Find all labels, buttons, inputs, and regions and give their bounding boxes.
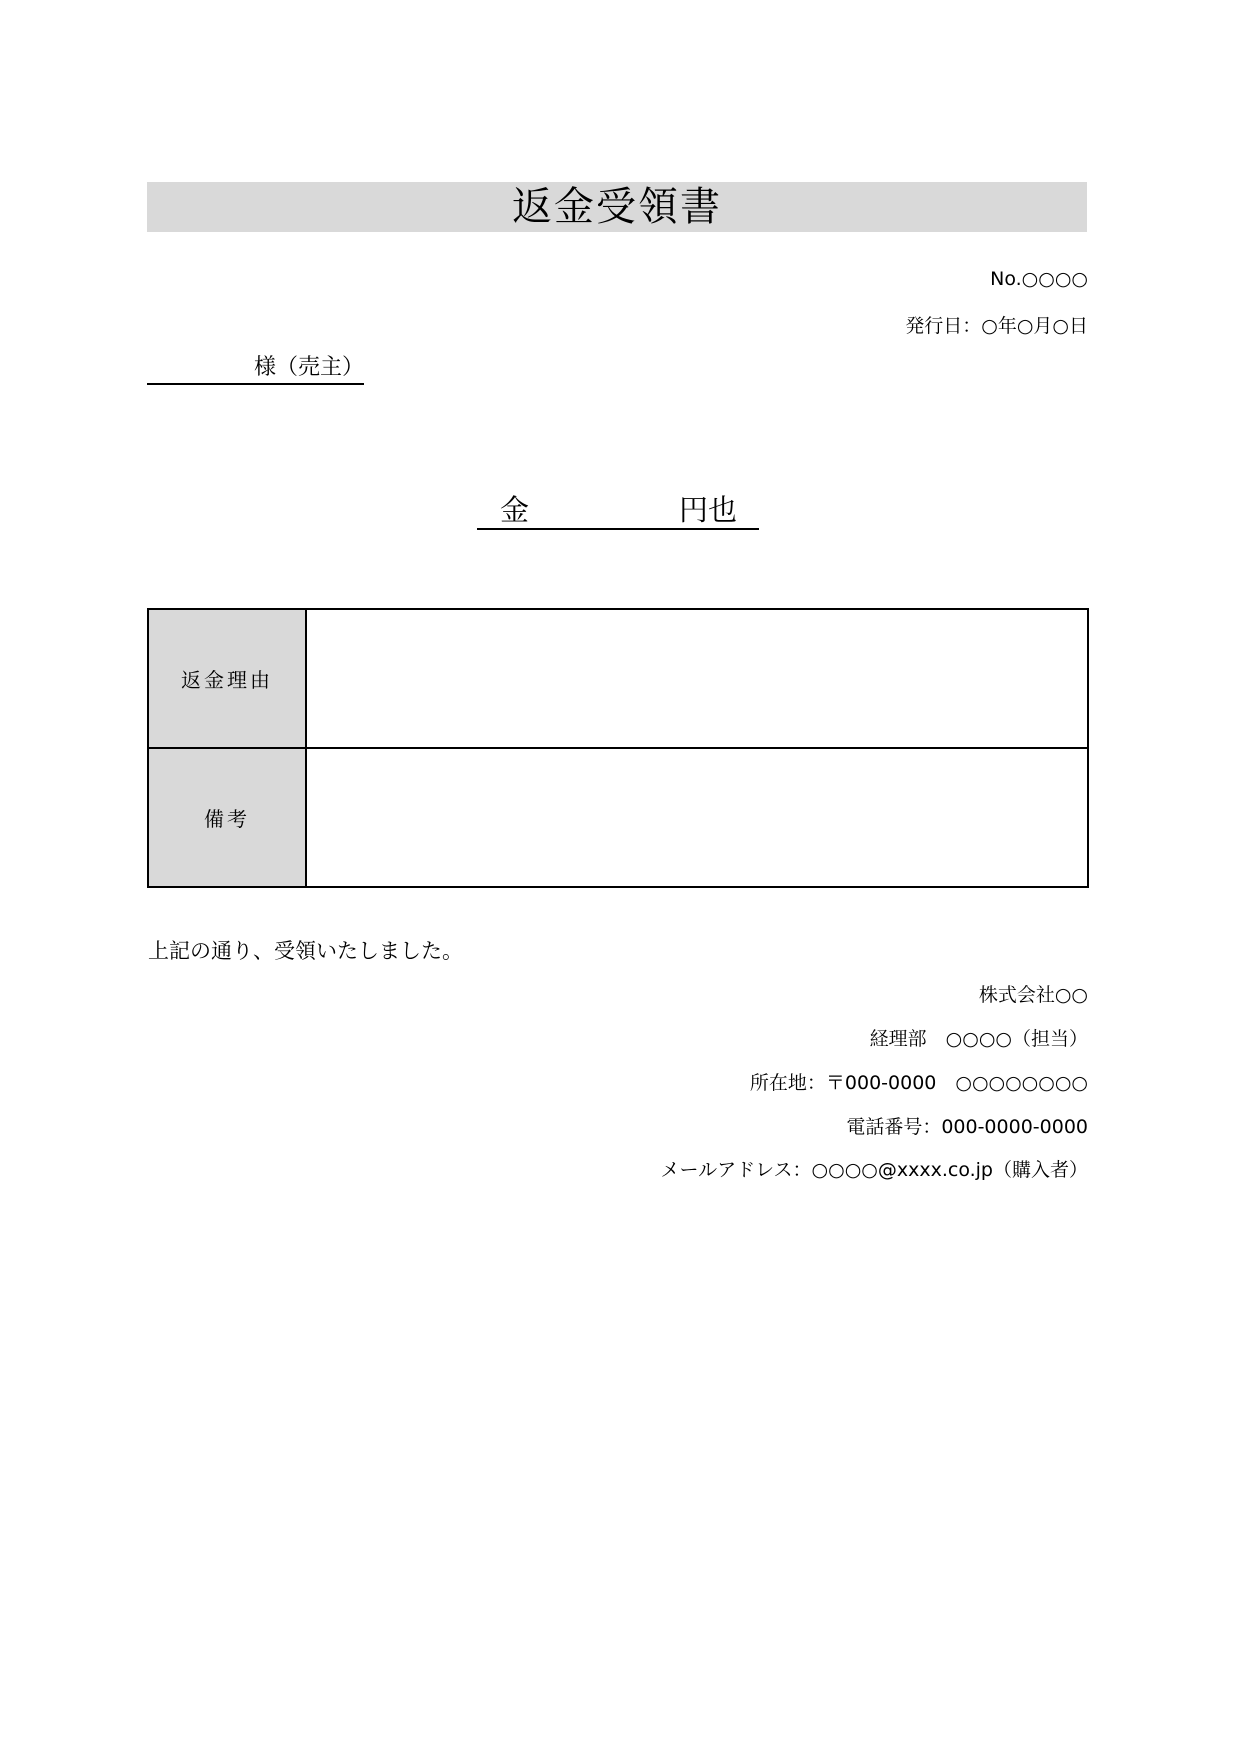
document-number: No.○○○○ [990, 268, 1088, 290]
remarks-label: 備考 [148, 748, 306, 887]
refund-reason-label: 返金理由 [148, 609, 306, 748]
title-banner [147, 182, 1087, 232]
recipient-label: 様（売主） [253, 355, 364, 380]
issuer-email: メールアドレス：○○○○@xxxx.co.jp（購入者） [660, 1159, 1088, 1181]
document-title: 返金受領書 [512, 184, 722, 230]
issuer-company: 株式会社○○ [978, 984, 1088, 1006]
table-row-remarks [148, 748, 1088, 887]
refund-reason-value [306, 609, 1088, 748]
table-row-refund-reason [148, 609, 1088, 748]
receipt-statement: 上記の通り、受領いたしました。 [148, 939, 463, 963]
amount-line [477, 492, 759, 530]
recipient-line [147, 353, 364, 385]
remarks-value [306, 748, 1088, 887]
issuer-department: 経理部 ○○○○（担当） [869, 1028, 1088, 1050]
amount-suffix: 円也 [678, 493, 737, 527]
issuer-address: 所在地：〒000-0000 ○○○○○○○○ [749, 1072, 1088, 1094]
issuer-phone: 電話番号：000-0000-0000 [846, 1116, 1088, 1138]
details-table [147, 608, 1089, 888]
issue-date: 発行日：○年○月○日 [905, 315, 1088, 337]
amount-prefix: 金 [500, 493, 530, 527]
